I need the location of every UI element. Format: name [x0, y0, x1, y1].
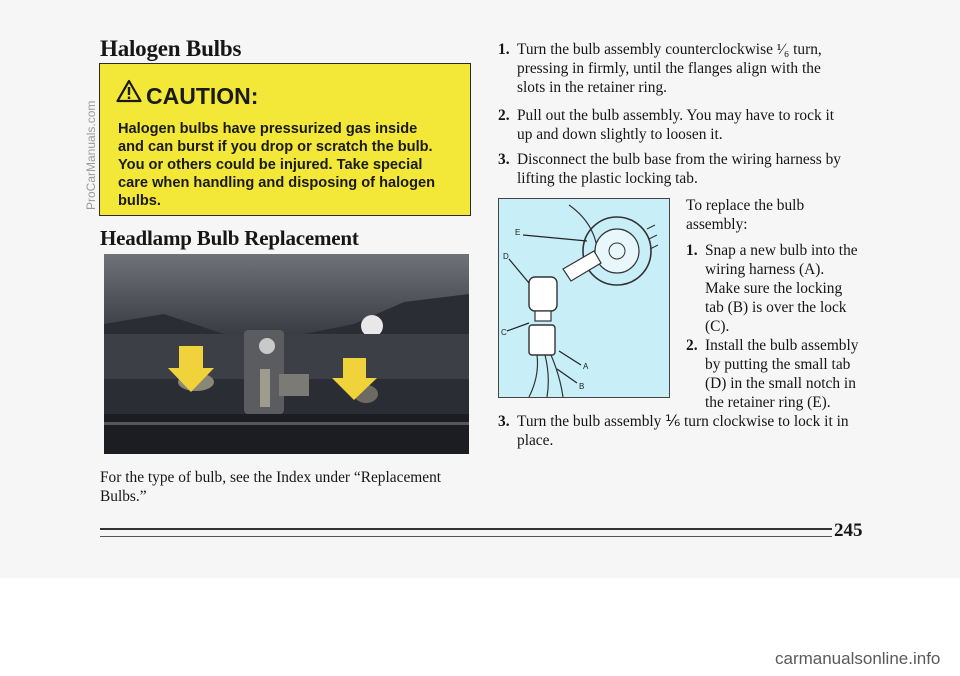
- replace-step-1: [686, 241, 866, 336]
- diagram-label-d: D: [503, 252, 509, 261]
- warning-triangle-icon: [116, 79, 142, 103]
- step-line: (C).: [705, 318, 730, 335]
- footer-line: For the type of bulb, see the Index under “Replacement: [100, 469, 442, 486]
- step-line: Make sure the locking: [705, 280, 843, 297]
- footer-rule: [100, 528, 832, 530]
- step-line: (D) in the small notch in: [705, 375, 856, 392]
- caution-line: Halogen bulbs have pressurized gas inside: [118, 121, 418, 137]
- replace-intro-line: To replace the bulb: [686, 197, 805, 214]
- removal-step-3: [498, 150, 868, 188]
- footer-line: Bulbs.”: [100, 488, 147, 505]
- step-line: place.: [517, 432, 554, 449]
- step-line: by putting the small tab: [705, 356, 851, 373]
- step-line: pressing in firmly, until the flanges align with the: [517, 60, 821, 77]
- diagram-label-c: C: [501, 328, 507, 337]
- step-line: Pull out the bulb assembly. You may have to rock it: [517, 107, 835, 124]
- diagram-label-a: A: [583, 362, 589, 371]
- step-number: 1.: [686, 242, 698, 259]
- headlamp-photo-illustration: [104, 254, 469, 454]
- footer-rule-thin: [100, 536, 832, 537]
- caution-line: and can burst if you drop or scratch the bulb.: [118, 139, 433, 155]
- step-number: 3.: [498, 413, 510, 430]
- removal-step-1: [498, 40, 858, 97]
- footer-note: [100, 468, 441, 506]
- step-line: the retainer ring (E).: [705, 394, 831, 411]
- caution-line: You or others could be injured. Take special: [118, 157, 423, 173]
- diagram-label-b: B: [579, 382, 585, 391]
- caution-text: [118, 120, 463, 210]
- step-number: 3.: [498, 151, 510, 168]
- site-credit: carmanualsonline.info: [775, 649, 941, 668]
- step-line: Snap a new bulb into the: [705, 242, 858, 259]
- headlamp-bulb-replacement-heading: Headlamp Bulb Replacement: [100, 226, 359, 250]
- step-line: Turn the bulb assembly counterclockwise ¹⁄₆ turn,: [517, 41, 822, 58]
- caution-line: care when handling and disposing of halogen: [118, 175, 436, 191]
- step-line: Disconnect the bulb base from the wiring harness by: [517, 151, 841, 168]
- step-number: 2.: [686, 337, 698, 354]
- caution-box: [99, 63, 471, 216]
- replace-intro: [686, 196, 856, 234]
- replace-step-3: [498, 412, 868, 450]
- step-line: Turn the bulb assembly ⅙ turn clockwise to lock it in: [517, 413, 849, 430]
- headlamp-photo: [104, 254, 469, 454]
- step-line: wiring harness (A).: [705, 261, 825, 278]
- watermark: ProCarManuals.com: [84, 100, 98, 210]
- step-line: lifting the plastic locking tab.: [517, 170, 698, 187]
- page-number: 245: [834, 520, 863, 541]
- caution-title: CAUTION:: [146, 83, 259, 109]
- step-number: 2.: [498, 107, 510, 124]
- bulb-diagram: [498, 198, 670, 398]
- replace-step-2: [686, 336, 866, 412]
- step-line: up and down slightly to loosen it.: [517, 126, 723, 143]
- step-line: tab (B) is over the lock: [705, 299, 847, 316]
- replace-intro-line: assembly:: [686, 216, 748, 233]
- step-number: 1.: [498, 41, 510, 58]
- removal-step-2: [498, 106, 858, 144]
- step-line: Install the bulb assembly: [705, 337, 859, 354]
- diagram-label-e: E: [515, 228, 521, 237]
- step-line: slots in the retainer ring.: [517, 79, 668, 96]
- caution-line: bulbs.: [118, 193, 161, 209]
- halogen-bulbs-heading: Halogen Bulbs: [100, 36, 242, 61]
- bulb-assembly-illustration: [499, 199, 669, 397]
